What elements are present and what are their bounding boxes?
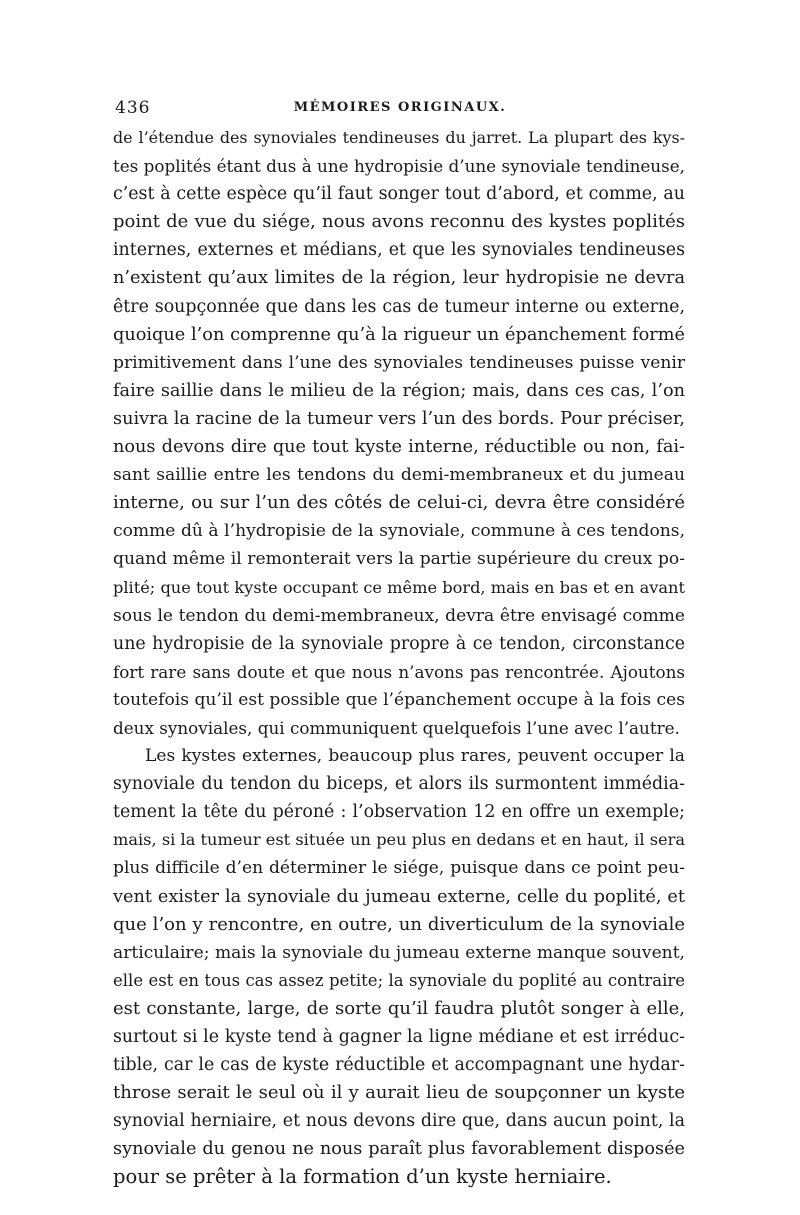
text-line: suivra la racine de la tumeur vers l’un des bords. Pour préciser, bbox=[113, 408, 685, 429]
page-number: 436 bbox=[115, 98, 151, 118]
text-line: quand même il remonterait vers la partie supérieure du creux po- bbox=[113, 549, 685, 570]
text-line: tible, car le cas de kyste réductible et accompagnant une hydar- bbox=[113, 1055, 685, 1076]
text-line: faire saillie dans le milieu de la région; mais, dans ces cas, l’on bbox=[113, 380, 685, 401]
text-line: vent exister la synoviale du jumeau externe, celle du poplité, et bbox=[113, 886, 685, 907]
text-line: primitivement dans l’une des synoviales tendineuses puisse venir bbox=[113, 352, 685, 373]
text-line: nous devons dire que tout kyste interne, réductible ou non, fai- bbox=[113, 437, 685, 458]
text-line: synoviale du genou ne nous paraît plus favorablement disposée bbox=[113, 1139, 685, 1160]
text-line: sous le tendon du demi-membraneux, devra être envisagé comme bbox=[113, 605, 685, 626]
text-line: plus difficile d’en déterminer le siége, puisque dans ce point peu- bbox=[113, 858, 685, 879]
paragraph-end-line: deux synoviales, qui communiquent quelquefois l’une avec l’autre. bbox=[113, 717, 680, 738]
text-line: fort rare sans doute et que nous n’avons pas rencontrée. Ajoutons bbox=[113, 661, 685, 682]
running-title: MÉMOIRES ORIGINAUX. bbox=[293, 100, 507, 115]
text-line: point de vue du siége, nous avons reconnu des kystes poplités bbox=[113, 211, 685, 233]
text-line: synoviale du tendon du biceps, et alors ils surmontent immédia- bbox=[113, 774, 685, 795]
text-line: internes, externes et médians, et que les synoviales tendineuses bbox=[113, 240, 685, 261]
text-line: articulaire; mais la synoviale du jumeau externe manque souvent, bbox=[113, 942, 685, 963]
text-line: throse serait le seul où il y aurait lieu de soupçonner un kyste bbox=[113, 1082, 685, 1104]
text-line: être soupçonnée que dans les cas de tumeur interne ou externe, bbox=[113, 296, 685, 317]
text-line: est constante, large, de sorte qu’il faudra plutôt songer à elle, bbox=[113, 997, 685, 1019]
body-text bbox=[113, 124, 685, 1192]
text-line: interne, ou sur l’un des côtés de celui-ci, devra être considéré bbox=[113, 492, 685, 514]
text-line: de l’étendue des synoviales tendineuses du jarret. La plupart des kys- bbox=[113, 128, 685, 147]
text-line: elle est en tous cas assez petite; la synoviale du poplité au contraire bbox=[113, 970, 685, 990]
text-line: n’existent qu’aux limites de la région, leur hydropisie ne devra bbox=[113, 268, 685, 289]
text-line: tes poplités étant dus à une hydropisie d’une synoviale tendineuse, bbox=[113, 156, 685, 177]
text-line: c’est à cette espèce qu’il faut songer tout d’abord, et comme, au bbox=[113, 184, 685, 205]
text-line: plité; que tout kyste occupant ce même bord, mais en bas et en avant bbox=[113, 577, 685, 597]
running-head bbox=[115, 98, 685, 120]
text-line: surtout si le kyste tend à gagner la ligne médiane et est irréduc- bbox=[113, 1027, 685, 1047]
text-line: tement la tête du péroné : l’observation 12 en offre un exemple; bbox=[113, 802, 685, 823]
text-line: quoique l’on comprenne qu’à la rigueur un épanchement formé bbox=[113, 324, 685, 345]
text-line: synovial herniaire, et nous devons dire que, dans aucun point, la bbox=[113, 1111, 685, 1132]
paragraph-start-line: Les kystes externes, beaucoup plus rares, peuvent occuper la bbox=[145, 746, 685, 767]
text-line: comme dû à l’hydropisie de la synoviale, commune à ces tendons, bbox=[113, 521, 685, 542]
text-line: sant saillie entre les tendons du demi-membraneux et du jumeau bbox=[113, 465, 685, 486]
text-line: toutefois qu’il est possible que l’épanchement occupe à la fois ces bbox=[113, 689, 685, 710]
text-line: que l’on y rencontre, en outre, un diverticulum de la synoviale bbox=[113, 913, 685, 935]
text-line: mais, si la tumeur est située un peu plus en dedans et en haut, il sera bbox=[113, 830, 685, 850]
paragraph-end-line: pour se prêter à la formation d’un kyste herniaire. bbox=[113, 1165, 612, 1189]
text-line: une hydropisie de la synoviale propre à ce tendon, circonstance bbox=[113, 633, 685, 654]
